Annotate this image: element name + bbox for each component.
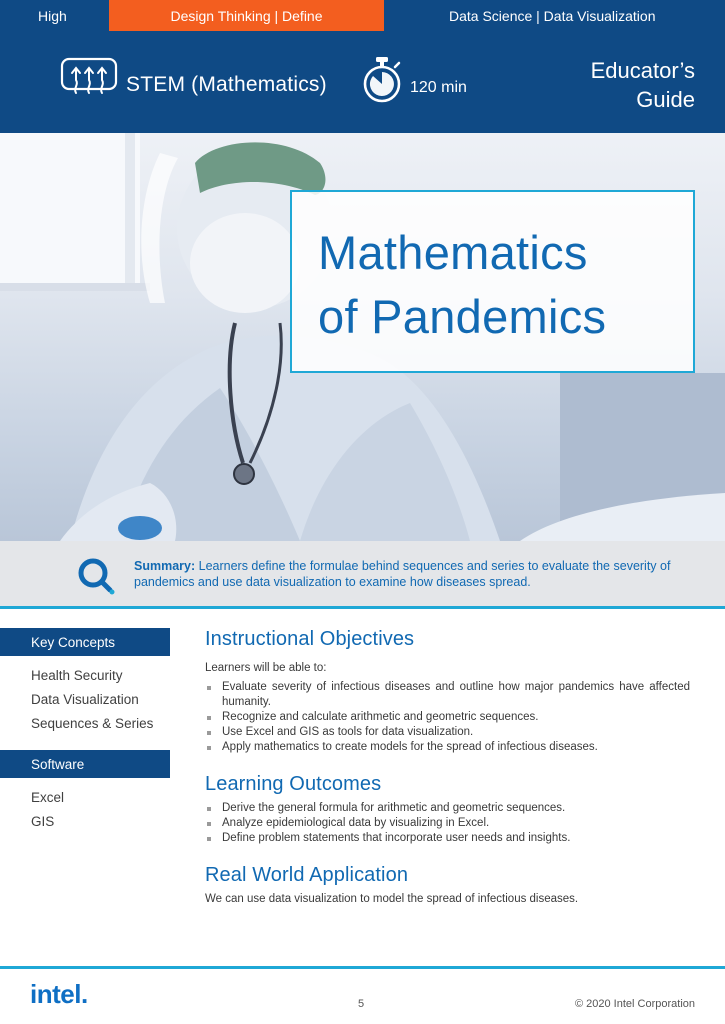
summary-divider <box>0 606 725 609</box>
guide-title-line2: Guide <box>636 87 695 112</box>
outcomes-heading: Learning Outcomes <box>205 773 382 795</box>
summary-text <box>134 558 694 590</box>
objective-item: Use Excel and GIS as tools for data visualization. <box>205 725 690 740</box>
summary-body: Learners define the formulae behind sequences and series to evaluate the severity of pandemics and use data visualization to examine how diseases spread. <box>134 559 671 589</box>
key-concept-item: Sequences & Series <box>31 716 154 731</box>
key-concept-item: Health Security <box>31 668 123 683</box>
meta-row <box>0 50 725 120</box>
logo-text: intel <box>30 979 81 1009</box>
objective-item: Apply mathematics to create models for the spread of infectious diseases. <box>205 740 690 755</box>
summary-band <box>0 541 725 606</box>
subject-label: STEM (Mathematics) <box>126 73 327 96</box>
outcomes-list <box>205 801 690 846</box>
stopwatch-icon <box>360 55 404 105</box>
sidebar <box>0 628 170 834</box>
key-concept-item: Data Visualization <box>31 692 139 707</box>
title-line-2: of Pandemics <box>318 290 607 343</box>
stem-heat-icon <box>60 57 118 97</box>
phase-tag: Design Thinking | Define <box>109 0 384 31</box>
key-concepts-heading: Key Concepts <box>0 628 170 656</box>
objective-item: Evaluate severity of infectious diseases and outline how major pandemics have affected humanity. <box>205 680 690 710</box>
title-box <box>290 190 695 373</box>
main-content <box>205 626 690 907</box>
outcome-item: Analyze epidemiological data by visualizing in Excel. <box>205 816 690 831</box>
software-heading: Software <box>0 750 170 778</box>
objectives-heading: Instructional Objectives <box>205 628 415 650</box>
outcome-item: Define problem statements that incorporate user needs and insights. <box>205 831 690 846</box>
objectives-intro: Learners will be able to: <box>205 662 327 674</box>
topic-tag: Data Science | Data Visualization <box>449 8 656 24</box>
application-text: We can use data visualization to model the spread of infectious diseases. <box>205 893 579 905</box>
objectives-list <box>205 680 690 755</box>
intel-logo: intel. <box>30 979 88 1009</box>
footer-divider <box>0 966 725 969</box>
hero-image <box>0 133 725 541</box>
page-number: 5 <box>358 998 365 1010</box>
software-item: Excel <box>31 790 65 805</box>
level-tag: High <box>38 8 67 24</box>
summary-label: Summary: <box>134 559 196 573</box>
document-title <box>318 221 688 349</box>
guide-title <box>535 56 695 114</box>
objective-item: Recognize and calculate arithmetic and geometric sequences. <box>205 710 690 725</box>
outcome-item: Derive the general formula for arithmetic and geometric sequences. <box>205 801 690 816</box>
software-list <box>0 778 170 834</box>
header-banner <box>0 0 725 133</box>
copyright: © 2020 Intel Corporation <box>574 998 695 1010</box>
guide-title-line1: Educator’s <box>590 58 695 83</box>
magnifier-icon <box>76 556 116 596</box>
duration-label: 120 min <box>410 79 467 96</box>
title-line-1: Mathematics <box>318 226 588 279</box>
application-heading: Real World Application <box>205 864 409 886</box>
key-concepts-list <box>0 656 170 736</box>
software-item: GIS <box>31 814 55 829</box>
